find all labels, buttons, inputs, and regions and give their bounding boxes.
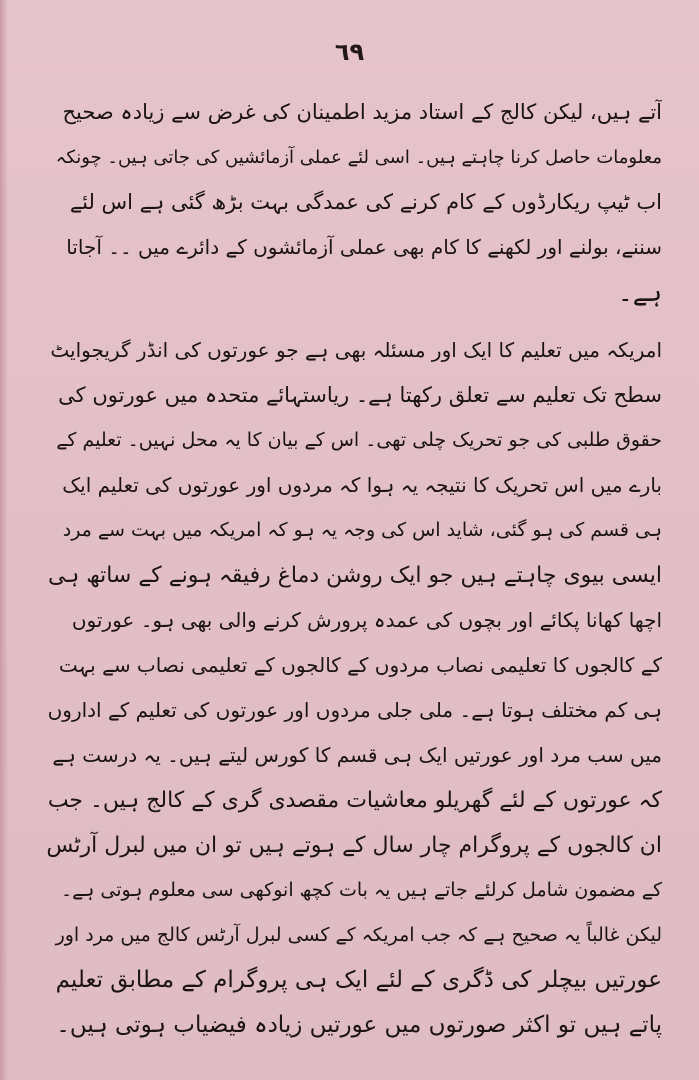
text-line: اچھا کھانا پکائے اور بچوں کی عمدہ پرورش کرنے والی بھی ہو۔ عورتوں <box>71 608 662 632</box>
text-line: سطح تک تعلیم سے تعلق رکھتا ہے۔ ریاستہائے متحدہ میں عورتوں کی <box>58 383 662 407</box>
text-line: میں سب مرد اور عورتیں ایک ہی قسم کا کورس لیتے ہیں۔ یہ درست ہے <box>52 743 662 767</box>
text-line: سننے، بولنے اور لکھنے کا کام بھی عملی آزمائشوں کے دائرے میں ۔۔ آجاتا <box>66 235 662 259</box>
text-line: اب ٹیپ ریکارڈوں کے کام کرنے کی عمدگی بہت بڑھ گئی ہے اس لئے <box>69 190 662 214</box>
text-line: پاتے ہیں تو اکثر صورتوں میں عورتیں زیادہ فیضیاب ہوتی ہیں۔ <box>56 1012 662 1038</box>
paragraph-2 <box>46 328 662 1048</box>
text-line: ہی قسم کی ہو گئی، شاید اس کی وجہ یہ ہو کہ امریکہ میں بہت سے مرد <box>62 519 662 541</box>
text-line: ایسی بیوی چاہتے ہیں جو ایک روشن دماغ رفیقہ ہونے کے ساتھ ہی <box>47 563 662 588</box>
text-line: حقوق طلبی کی جو تحریک چلی تھی۔ اس کے بیان کا یہ محل نہیں۔ تعلیم کے <box>56 429 662 451</box>
text-line: آتے ہیں، لیکن کالج کے استاد مزید اطمینان کی غرض سے زیادہ صحیح <box>62 100 662 124</box>
text-line: کہ عورتوں کے لئے گھریلو معاشیات مقصدی گری کے کالج ہیں۔ جب <box>47 788 662 813</box>
text-line: عورتیں بیچلر کی ڈگری کے لئے ایک ہی پروگرام کے مطابق تعلیم <box>55 967 662 993</box>
text-line: امریکہ میں تعلیم کا ایک اور مسئلہ بھی ہے جو عورتوں کی انڈر گریجوایٹ <box>50 338 662 362</box>
text-line: کے کالجوں کا تعلیمی نصاب مردوں کے کالجوں کے تعلیمی نصاب سے بہت <box>58 653 662 677</box>
page-number: ٦٩ <box>334 38 365 66</box>
text-line: بارے میں اس تحریک کا نتیجہ یہ ہوا کہ مردوں اور عورتوں کی تعلیم ایک <box>62 473 662 497</box>
paragraph-1 <box>46 90 662 315</box>
text-line: ہی کم مختلف ہوتا ہے۔ ملی جلی مردوں اور عورتوں کی تعلیم کے اداروں <box>47 698 662 722</box>
page-edge-shadow <box>0 0 8 1080</box>
text-line: لیکن غالباً یہ صحیح ہے کہ جب امریکہ کے کسی لبرل آرٹس کالج میں مرد اور <box>55 924 662 946</box>
text-line: معلومات حاصل کرنا چاہتے ہیں۔ اسی لئے عملی آزمائشیں کی جاتی ہیں۔ چونکہ <box>55 147 662 168</box>
text-line: ہے۔ <box>618 278 662 307</box>
text-line: ان کالجوں کے پروگرام چار سال کے ہوتے ہیں تو ان میں لبرل آرٹس <box>46 833 662 858</box>
text-line: کے مضمون شامل کرلئے جاتے ہیں یہ بات کچھ انوکھی سی معلوم ہوتی ہے۔ <box>60 879 662 901</box>
